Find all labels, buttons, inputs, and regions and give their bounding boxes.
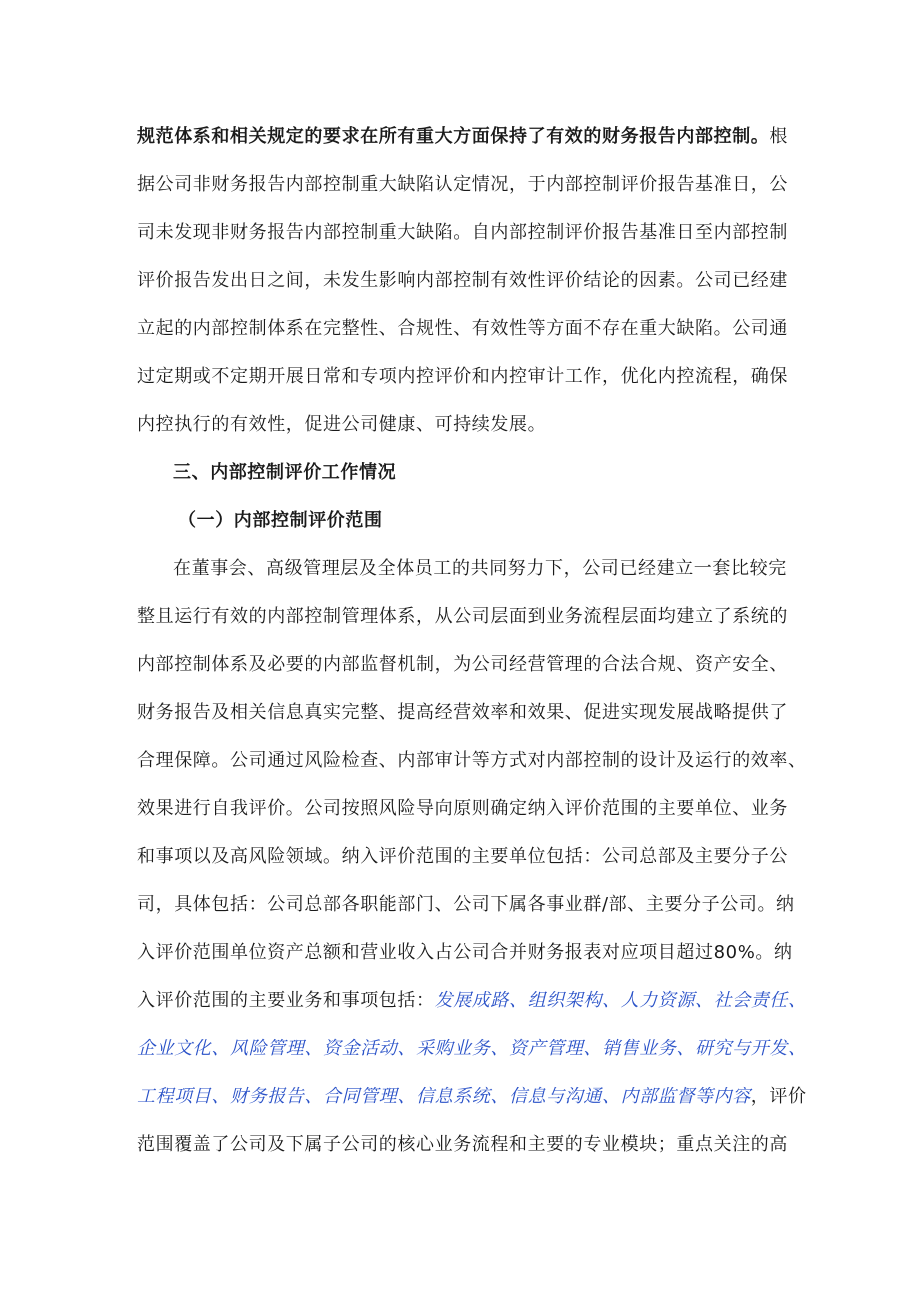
para2-line-5: 合理保障。公司通过风险检查、内部审计等方式对内部控制的设计及运行的效率、 — [137, 750, 807, 771]
para2-line-12-plain: ，评价 — [750, 1086, 807, 1107]
para1-line-7: 内控执行的有效性，促进公司健康、可持续发展。 — [137, 414, 547, 435]
para2-line-13: 范围覆盖了公司及下属子公司的核心业务流程和主要的专业模块；重点关注的高 — [137, 1134, 788, 1155]
subsection-heading: （一）内部控制评价范围 — [178, 510, 383, 531]
para1-line-5: 立起的内部控制体系在完整性、合规性、有效性等方面不存在重大缺陷。公司通 — [137, 318, 788, 339]
para2-line-10-plain: 入评价范围的主要业务和事项包括： — [137, 990, 435, 1011]
para2-line-6: 效果进行自我评价。公司按照风险导向原则确定纳入评价范围的主要单位、业务 — [137, 798, 788, 819]
section-heading: 三、内部控制评价工作情况 — [173, 462, 397, 483]
para1-line-2: 据公司非财务报告内部控制重大缺陷认定情况，于内部控制评价报告基准日，公 — [137, 174, 788, 195]
para1-bold-text: 规范体系和相关规定的要求在所有重大方面保持了有效的财务报告内部控制。 — [137, 126, 770, 147]
para2-line-3: 内部控制体系及必要的内部监督机制，为公司经营管理的合法合规、资产安全、 — [137, 654, 788, 675]
para2-line-9: 入评价范围单位资产总额和营业收入占公司合并财务报表对应项目超过80%。纳 — [137, 942, 793, 963]
business-scope-list-cont-1: 企业文化、风险管理、资金活动、采购业务、资产管理、销售业务、研究与开发、 — [137, 1038, 807, 1059]
para2-line-4: 财务报告及相关信息真实完整、提高经营效率和效果、促进实现发展战略提供了 — [137, 702, 788, 723]
para2-line-8: 司，具体包括：公司总部各职能部门、公司下属各事业群/部、主要分子公司。纳 — [137, 894, 795, 915]
business-scope-list: 发展成路、组织架构、人力资源、社会责任、 — [434, 990, 807, 1011]
para1-line-1-rest: 根 — [769, 126, 789, 147]
para1-line-6: 过定期或不定期开展日常和专项内控评价和内控审计工作，优化内控流程，确保 — [137, 366, 788, 387]
para1-line-3: 司未发现非财务报告内部控制重大缺陷。自内部控制评价报告基准日至内部控制 — [137, 222, 788, 243]
para2-line-10 — [137, 989, 807, 1013]
para1-line-4: 评价报告发出日之间，未发生影响内部控制有效性评价结论的因素。公司已经建 — [137, 270, 788, 291]
para2-line-2: 整且运行有效的内部控制管理体系，从公司层面到业务流程层面均建立了系统的 — [137, 606, 788, 627]
para1-line-1 — [137, 125, 797, 149]
business-scope-list-cont-2: 工程项目、财务报告、合同管理、信息系统、信息与沟通、内部监督等内容 — [137, 1086, 751, 1107]
para2-line-1: 在董事会、高级管理层及全体员工的共同努力下，公司已经建立一套比较完 — [173, 558, 787, 579]
para2-line-12 — [137, 1085, 807, 1109]
para2-line-7: 和事项以及高风险领域。纳入评价范围的主要单位包括：公司总部及主要分子公 — [137, 846, 788, 867]
